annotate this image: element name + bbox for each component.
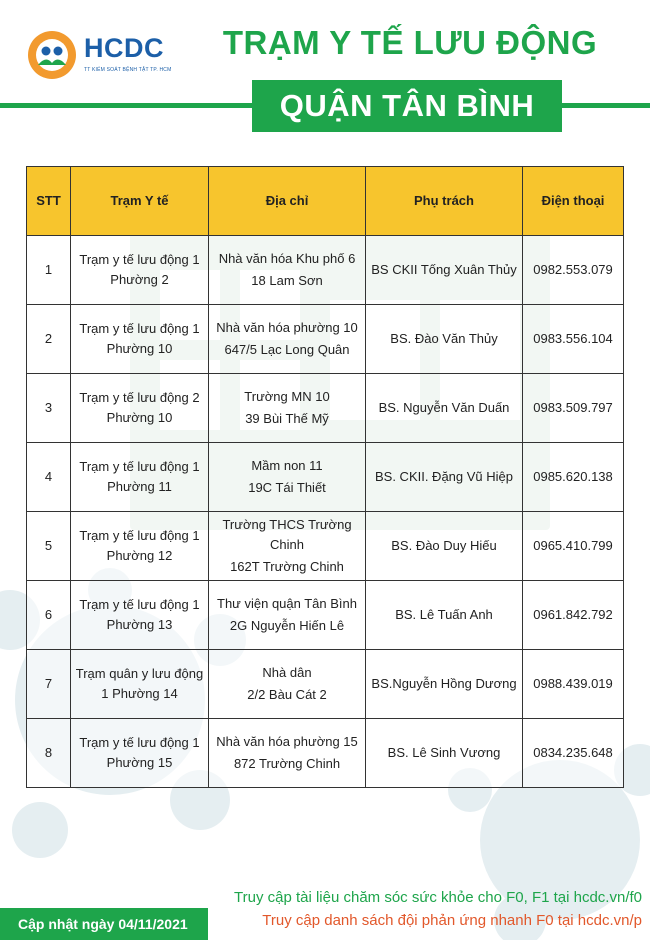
cell-station: Trạm y tế lưu động 1 Phường 15 <box>71 719 209 788</box>
address-line-1: Mầm non 11 <box>251 458 323 473</box>
header <box>0 0 650 140</box>
cell-station: Trạm quân y lưu động 1 Phường 14 <box>71 650 209 719</box>
table-header-row <box>27 167 624 236</box>
cell-address <box>209 236 366 305</box>
cell-station: Trạm y tế lưu động 2 Phường 10 <box>71 374 209 443</box>
f0-response-team-link[interactable]: Truy cập danh sách đội phản ứng nhanh F0 tại hcdc.vn/p <box>262 912 642 929</box>
cell-address <box>209 305 366 374</box>
stations-table <box>26 166 624 788</box>
f0-care-docs-link[interactable]: Truy cập tài liệu chăm sóc sức khỏe cho F0, F1 tại hcdc.vn/f0 <box>234 889 642 906</box>
cell-phone[interactable]: 0983.556.104 <box>523 305 624 374</box>
address-line-1: Nhà văn hóa phường 10 <box>216 320 358 335</box>
col-header-station: Trạm Y tế <box>71 167 209 236</box>
cell-phone[interactable]: 0983.509.797 <box>523 374 624 443</box>
cell-stt: 8 <box>27 719 71 788</box>
address-line-1: Nhà văn hóa phường 15 <box>216 734 358 749</box>
table-row <box>27 374 624 443</box>
table-row <box>27 581 624 650</box>
cell-person: BS. Đào Văn Thủy <box>366 305 523 374</box>
table-row <box>27 512 624 581</box>
page-title: TRẠM Y TẾ LƯU ĐỘNG <box>222 24 598 61</box>
address-line-2: 872 Trường Chinh <box>233 756 341 771</box>
cell-person: BS. CKII. Đặng Vũ Hiệp <box>366 443 523 512</box>
col-header-person: Phụ trách <box>366 167 523 236</box>
cell-phone[interactable]: 0985.620.138 <box>523 443 624 512</box>
cell-address <box>209 512 366 581</box>
logo-subtext: TT KIỂM SOÁT BỆNH TẬT TP. HCM <box>84 67 172 73</box>
cell-person: BS.Nguyễn Hồng Dương <box>366 650 523 719</box>
cell-person: BS. Đào Duy Hiếu <box>366 512 523 581</box>
cell-stt: 7 <box>27 650 71 719</box>
table-row <box>27 443 624 512</box>
cell-stt: 5 <box>27 512 71 581</box>
cell-phone[interactable]: 0988.439.019 <box>523 650 624 719</box>
table-row <box>27 650 624 719</box>
address-line-2: 647/5 Lạc Long Quân <box>224 342 350 357</box>
cell-stt: 2 <box>27 305 71 374</box>
address-line-2: 19C Tái Thiết <box>248 480 326 495</box>
cell-station: Trạm y tế lưu động 1 Phường 10 <box>71 305 209 374</box>
cell-person: BS. Lê Sinh Vương <box>366 719 523 788</box>
cell-stt: 6 <box>27 581 71 650</box>
address-line-2: 18 Lam Sơn <box>251 273 323 288</box>
cell-phone[interactable]: 0834.235.648 <box>523 719 624 788</box>
col-header-address: Địa chỉ <box>209 167 366 236</box>
cell-station: Trạm y tế lưu động 1 Phường 11 <box>71 443 209 512</box>
cell-stt: 3 <box>27 374 71 443</box>
cell-person: BS CKII Tống Xuân Thủy <box>366 236 523 305</box>
cell-address <box>209 581 366 650</box>
hcdc-logo[interactable] <box>26 25 171 80</box>
table-row <box>27 236 624 305</box>
cell-station: Trạm y tế lưu động 1 Phường 2 <box>71 236 209 305</box>
cell-address <box>209 719 366 788</box>
address-line-1: Trường MN 10 <box>244 389 330 404</box>
address-line-2: 2/2 Bàu Cát 2 <box>247 687 327 702</box>
address-line-2: 2G Nguyễn Hiến Lê <box>229 618 345 633</box>
address-line-2: 162T Trường Chinh <box>230 559 344 574</box>
hcdc-logo-icon <box>26 29 78 81</box>
cell-station: Trạm y tế lưu động 1 Phường 13 <box>71 581 209 650</box>
update-date-badge: Cập nhật ngày 04/11/2021 <box>0 908 208 940</box>
address-line-1: Thư viện quận Tân Bình <box>217 596 357 611</box>
address-line-2: 39 Bùi Thế Mỹ <box>245 411 329 426</box>
cell-stt: 4 <box>27 443 71 512</box>
cell-station: Trạm y tế lưu động 1 Phường 12 <box>71 512 209 581</box>
cell-address <box>209 650 366 719</box>
col-header-phone: Điện thoại <box>523 167 624 236</box>
address-line-1: Trường THCS Trường Chinh <box>222 517 352 552</box>
cell-stt: 1 <box>27 236 71 305</box>
cell-address <box>209 374 366 443</box>
cell-phone[interactable]: 0961.842.792 <box>523 581 624 650</box>
table-row <box>27 305 624 374</box>
col-header-stt: STT <box>27 167 71 236</box>
district-banner: QUẬN TÂN BÌNH <box>252 80 562 132</box>
address-line-1: Nhà dân <box>262 665 312 680</box>
footer <box>0 880 650 940</box>
table-row <box>27 719 624 788</box>
cell-phone[interactable]: 0965.410.799 <box>523 512 624 581</box>
cell-address <box>209 443 366 512</box>
cell-phone[interactable]: 0982.553.079 <box>523 236 624 305</box>
logo-text: HCDC <box>84 33 164 63</box>
cell-person: BS. Nguyễn Văn Duấn <box>366 374 523 443</box>
address-line-1: Nhà văn hóa Khu phố 6 <box>218 251 356 266</box>
cell-person: BS. Lê Tuấn Anh <box>366 581 523 650</box>
